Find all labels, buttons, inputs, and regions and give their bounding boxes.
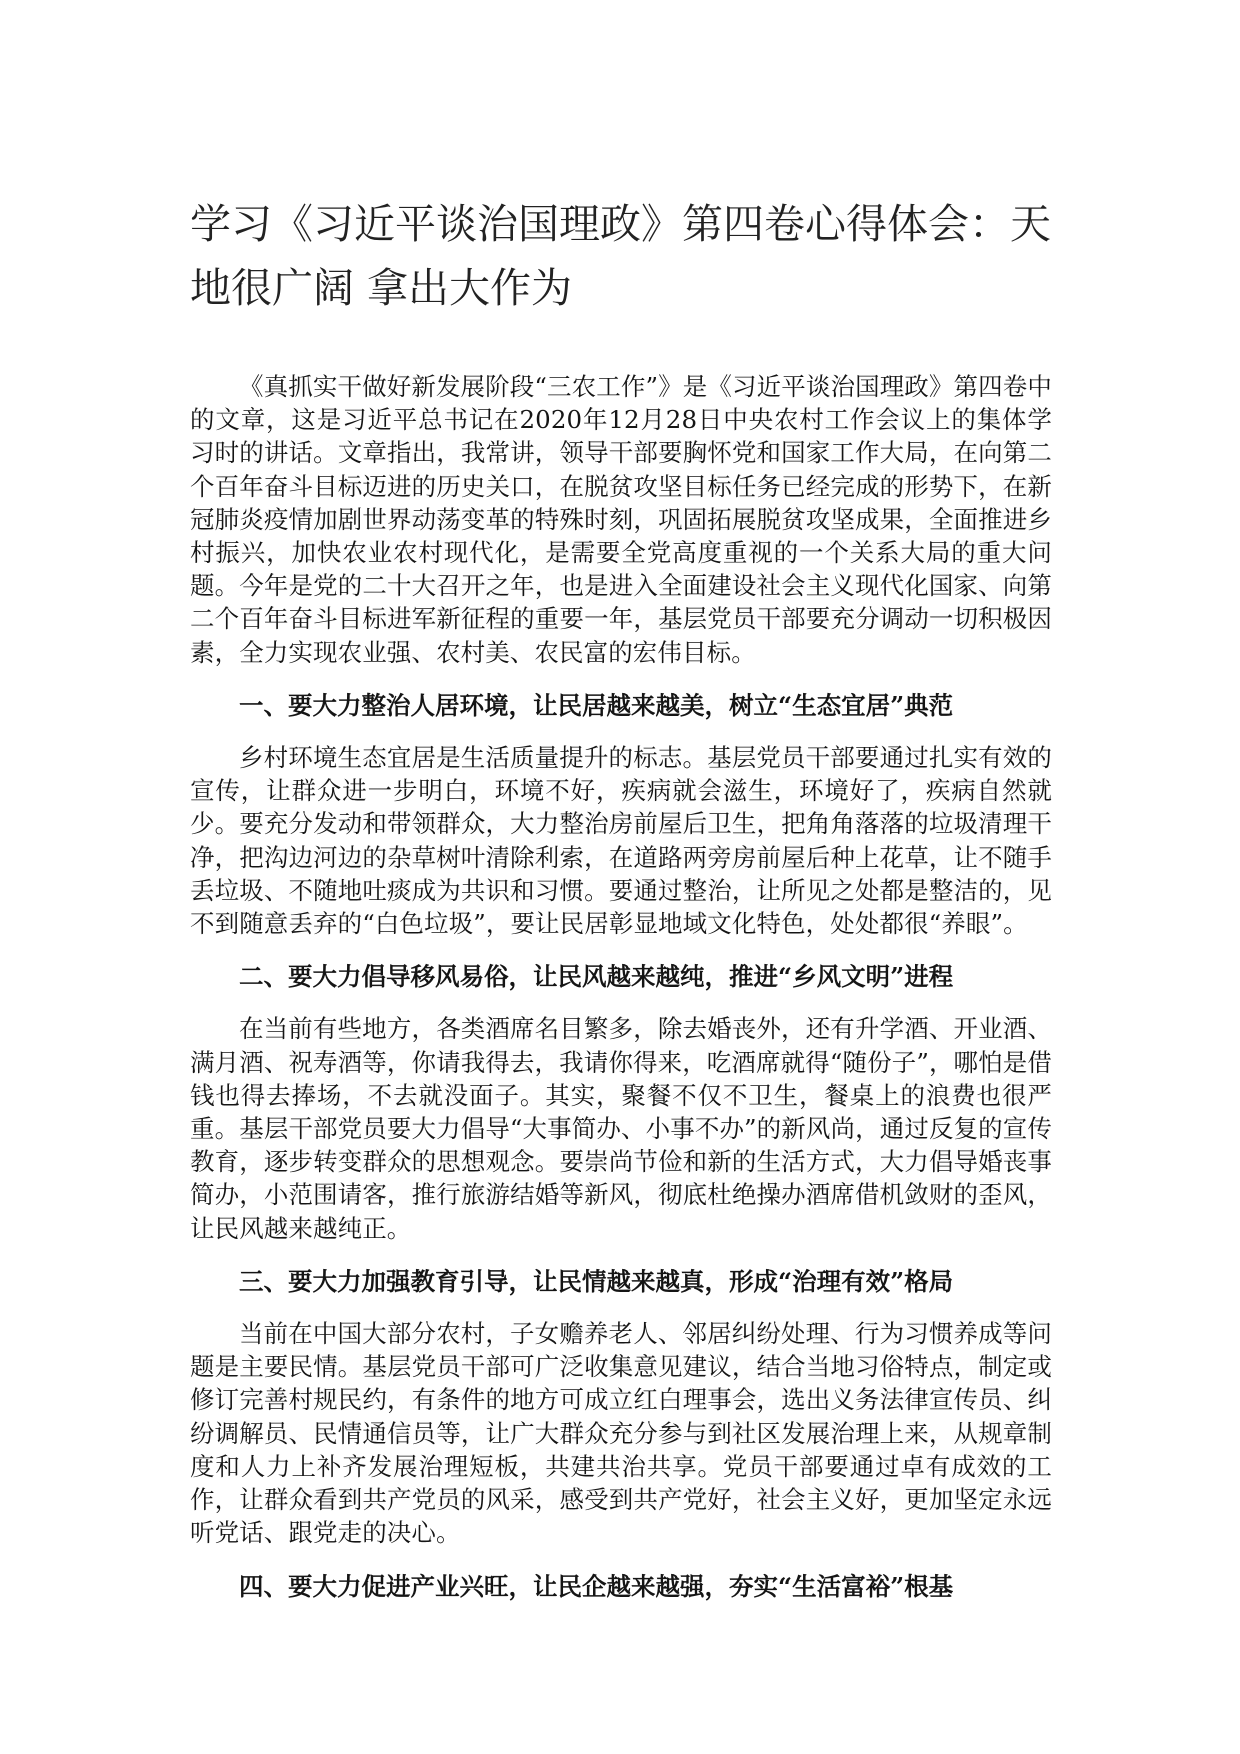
intro-paragraph: 《真抓实干做好新发展阶段“三农工作”》是《习近平谈治国理政》第四卷中的文章，这是习近平总书记在2020年12月28日中央农村工作会议上的集体学习时的讲话。文章指出，我常讲，领导干部要胸怀党和国家工作大局，在向第二个百年奋斗目标迈进的历史关口，在脱贫攻坚目标任务已经完成的形势下，在新冠肺炎疫情加剧世界动荡变革的特殊时刻，巩固拓展脱贫攻坚成果，全面推进乡村振兴，加快农业农村现代化，是需要全党高度重视的一个关系大局的重大问题。今年是党的二十大召开之年，也是进入全面建设社会主义现代化国家、向第二个百年奋斗目标进军新征程的重要一年，基层党员干部要充分调动一切积极因素，全力实现农业强、农村美、农民富的宏伟目标。	[190, 372, 1052, 667]
section-paragraph-1: 乡村环境生态宜居是生活质量提升的标志。基层党员干部要通过扎实有效的宣传，让群众进一步明白，环境不好，疾病就会滋生，环境好了，疾病自然就少。要充分发动和带领群众，大力整治房前屋后卫生，把角角落落的垃圾清理干净，把沟边河边的杂草树叶清除利索，在道路两旁房前屋后种上花草，让不随手丢垃圾、不随地吐痰成为共识和习惯。要通过整治，让所见之处都是整洁的，见不到随意丢弃的“白色垃圾”，要让民居彰显地域文化特色，处处都很“养眼”。	[190, 743, 1052, 939]
document-title: 学习《习近平谈治国理政》第四卷心得体会：天地很广阔 拿出大作为	[190, 200, 1051, 312]
document-body	[190, 370, 1052, 1603]
section-heading-4: 四、要大力促进产业兴旺，让民企越来越强，夯实“生活富裕”根基	[239, 1571, 954, 1601]
section-paragraph-3: 当前在中国大部分农村，子女赡养老人、邻居纠纷处理、行为习惯养成等问题是主要民情。基层党员干部可广泛收集意见建议，结合当地习俗特点，制定或修订完善村规民约，有条件的地方可成立红白理事会，选出义务法律宣传员、纠纷调解员、民情通信员等，让广大群众充分参与到社区发展治理上来，从规章制度和人力上补齐发展治理短板，共建共治共享。党员干部要通过卓有成效的工作，让群众看到共产党员的风采，感受到共产党好，社会主义好，更加坚定永远听党话、跟党走的决心。	[190, 1319, 1052, 1548]
section-heading-1: 一、要大力整治人居环境，让民居越来越美，树立“生态宜居”典范	[239, 690, 954, 720]
section-heading-3: 三、要大力加强教育引导，让民情越来越真，形成“治理有效”格局	[239, 1266, 954, 1296]
section-heading-2: 二、要大力倡导移风易俗，让民风越来越纯，推进“乡风文明”进程	[239, 962, 954, 992]
section-paragraph-2: 在当前有些地方，各类酒席名目繁多，除去婚丧外，还有升学酒、开业酒、满月酒、祝寿酒等，你请我得去，我请你得来，吃酒席就得“随份子”，哪怕是借钱也得去捧场，不去就没面子。其实，聚餐不仅不卫生，餐桌上的浪费也很严重。基层干部党员要大力倡导“大事简办、小事不办”的新风尚，通过反复的宣传教育，逐步转变群众的思想观念。要崇尚节俭和新的生活方式，大力倡导婚丧事简办，小范围请客，推行旅游结婚等新风，彻底杜绝操办酒席借机敛财的歪风，让民风越来越纯正。	[190, 1014, 1052, 1243]
